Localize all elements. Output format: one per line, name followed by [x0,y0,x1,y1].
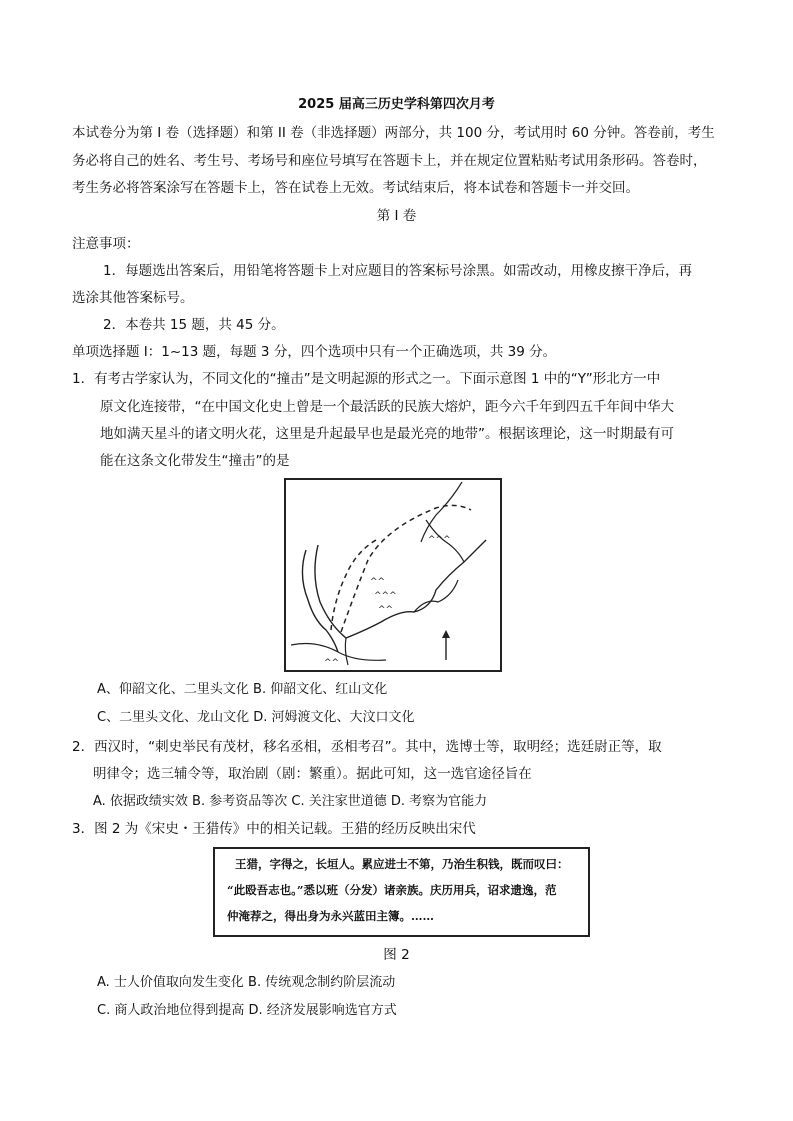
section-instructions: 单项选择题 I：1~13 题，每题 3 分，四个选项中只有一个正确选项，共 39 分。 [72,344,557,360]
notes-heading: 注意事项： [72,236,140,252]
figure-1-map [284,478,502,672]
svg-text:^^^: ^^^ [428,535,451,545]
intro-line-2: 务必将自己的姓名、考生号、考场号和座位号填写在答题卡上，并在规定位置粘贴考试用条形码。答卷时， [72,153,707,169]
figure-2-text-excerpt [213,847,590,937]
q2-options: A. 依据政绩实效 B. 参考资品等次 C. 关注家世道德 D. 考察为官能力 [93,794,488,809]
intro-line-3: 考生务必将答案涂写在答题卡上，答在试卷上无效。考试结束后，将本试卷和答题卡一并交回。 [72,180,639,196]
exam-title: 2025 届高三历史学科第四次月考 [298,97,495,112]
excerpt-line-2: “此殴吾志也。”悉以班（分发）诸亲族。庆历用兵，诏求遗逸，范 [227,883,557,897]
q3-options-line-1: A. 士人价值取向发生变化 B. 传统观念制约阶层流动 [97,975,396,990]
svg-text:^^: ^^ [378,605,394,615]
q1-stem-line-2: 原文化连接带，“在中国文化史上曾是一个最活跃的民族大熔炉，距今六千年到四五千年间中华大 [100,399,674,415]
map-drawing [286,480,500,670]
figure-2-caption: 图 2 [383,947,410,963]
q1-stem-line-3: 地如满天星斗的诸文明火花，这里是升起最早也是最光亮的地带”。根据该理论，这一时期最有可 [100,426,674,442]
intro-line-1: 本试卷分为第 I 卷（选择题）和第 II 卷（非选择题）两部分，共 100 分，考试用时 60 分钟。答卷前，考生 [72,125,715,141]
note-1-line-1: 1．每题选出答案后，用铅笔将答题卡上对应题目的答案标号涂黑。如需改动，用橡皮擦干净后，再 [103,263,693,279]
section-title: 第 I 卷 [376,208,417,224]
note-1-line-2: 选涂其他答案标号。 [72,290,194,306]
excerpt-line-3: 仲淹荐之，得出身为永兴蓝田主簿。…… [227,909,434,923]
q1-options-line-1: A、仰韶文化、二里头文化 B. 仰韶文化、红山文化 [97,682,388,697]
q3-stem: 3．图 2 为《宋史・王猎传》中的相关记载。王猎的经历反映出宋代 [72,821,476,837]
svg-text:^^: ^^ [324,658,340,668]
q1-stem-line-4: 能在这条文化带发生“撞击”的是 [100,453,290,469]
note-2: 2．本卷共 15 题，共 45 分。 [103,317,285,333]
q1-options-line-2: C、二里头文化、龙山文化 D. 河姆渡文化、大汶口文化 [97,710,415,725]
excerpt-line-1: 王猎，字得之，长垣人。累应进士不第，乃治生积钱，既而叹曰： [235,857,569,871]
svg-text:^^^: ^^^ [374,591,397,601]
q2-stem-line-1: 2．西汉时，“刺史举民有茂材，移名丞相，丞相考召”。其中，选博士等，取明经；选廷尉正等，取 [72,739,662,755]
q1-stem-line-1: 1．有考古学家认为，不同文化的“撞击”是文明起源的形式之一。下面示意图 1 中的“Y”形北方一中 [72,371,661,387]
svg-text:^^: ^^ [370,577,386,587]
q3-options-line-2: C. 商人政治地位得到提高 D. 经济发展影响选官方式 [97,1003,397,1018]
q2-stem-line-2: 明律令；选三辅令等，取治剧（剧：繁重）。据此可知，这一选官途径旨在 [93,766,532,782]
